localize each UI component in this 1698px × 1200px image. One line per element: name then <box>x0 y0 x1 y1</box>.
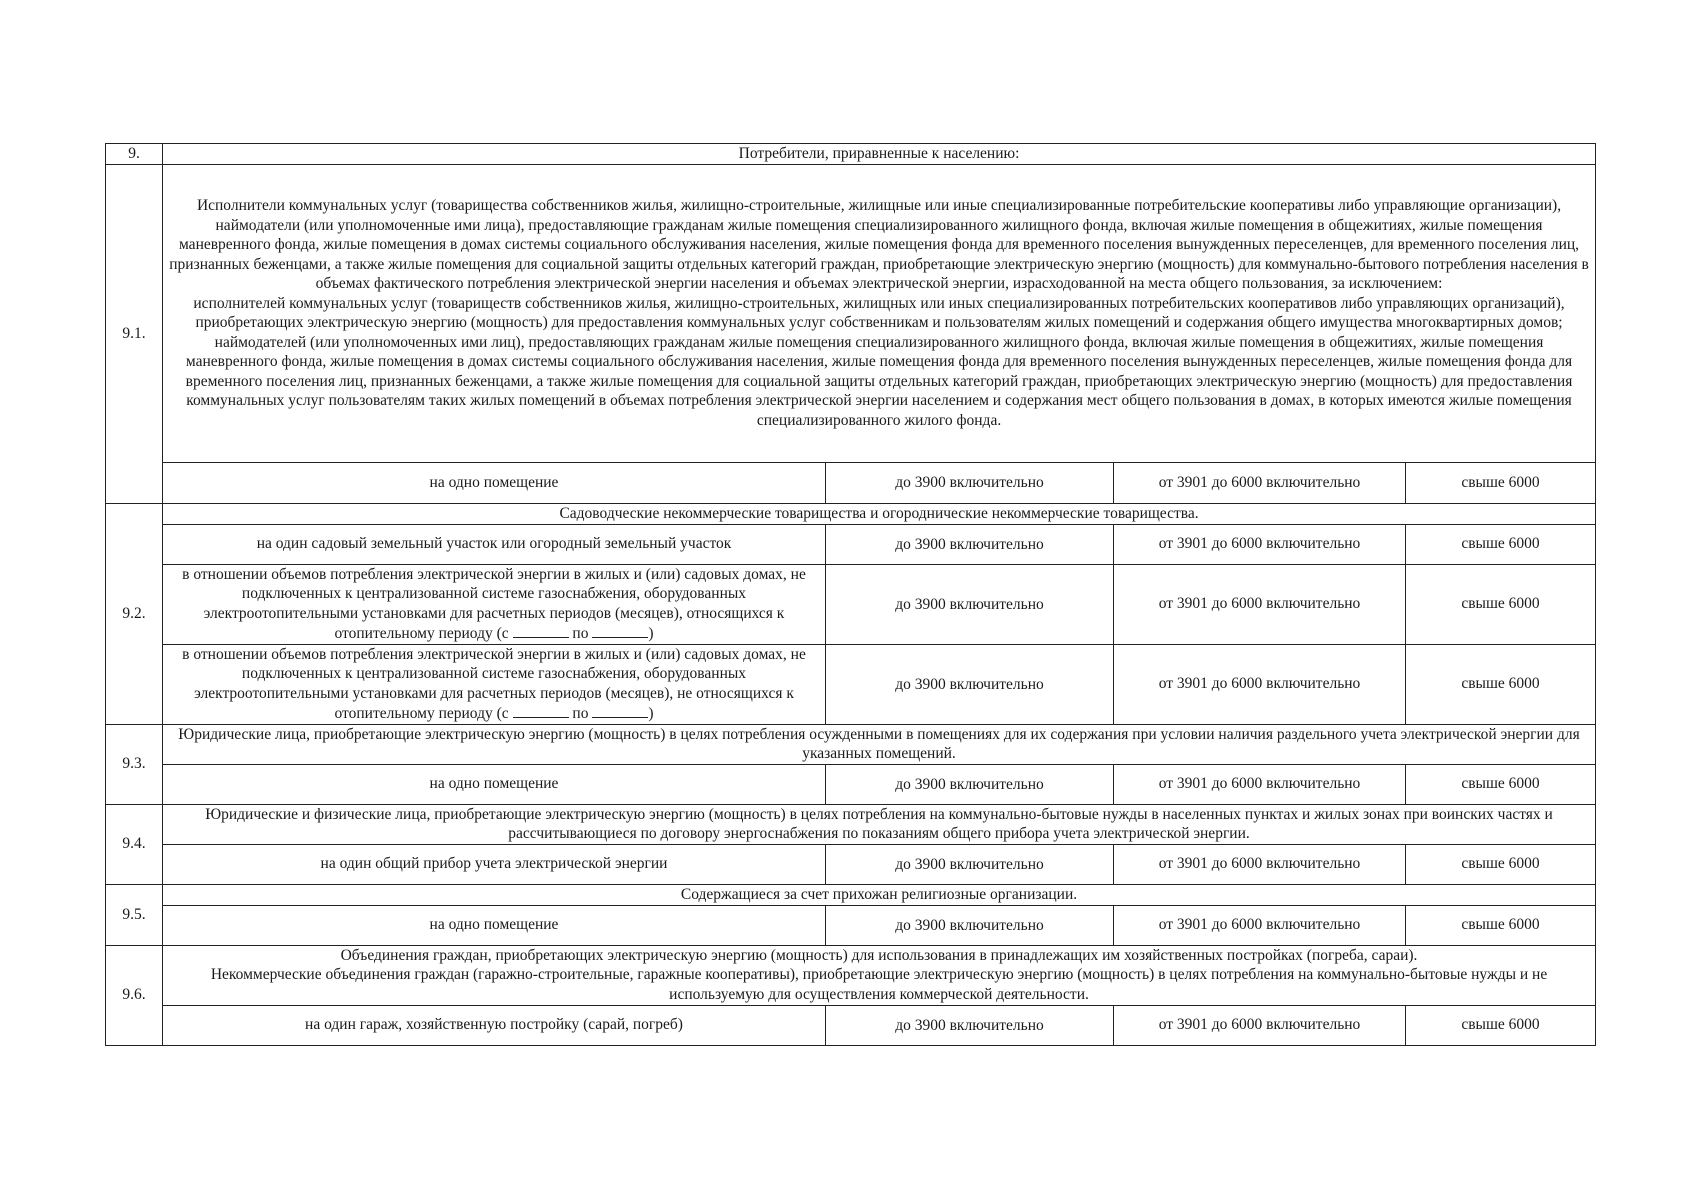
consumer-label: на один общий прибор учета электрической энергии <box>163 844 826 884</box>
consumer-label: на один гараж, хозяйственную постройку (сарай, погреб) <box>163 1005 826 1045</box>
group-description: Юридические лица, приобретающие электрическую энергию (мощность) в целях потребления осужденными в помещениях для их содержания при условии наличия раздельного учета электрической энергии для указанных помещений. <box>163 724 1596 764</box>
volume-range-low: до 3900 включительно <box>826 644 1114 724</box>
table-row <box>106 905 1596 945</box>
volume-range-high: свыше 6000 <box>1406 564 1596 644</box>
table-row <box>106 844 1596 884</box>
volume-range-high: свыше 6000 <box>1406 905 1596 945</box>
volume-range-high: свыше 6000 <box>1406 764 1596 804</box>
volume-range-high: свыше 6000 <box>1406 524 1596 564</box>
description-paragraph: Исполнители коммунальных услуг (товарищества собственников жилья, жилищно-строительные, жилищные или иные специализированные потребительские кооперативы либо управляющие организации), наймодатели (или уполномоченные ими лица), предоставляющие гражданам жилые помещения специализированного жилищного фонда, включая жилые помещения в общежитиях, жилые помещения маневренного фонда, жилые помещения в домах системы социального обслуживания населения, жилые помещения фонда для временного поселения вынужденных переселенцев, для временного поселения лиц, признанных беженцами, а также жилые помещения для социальной защиты отдельных категорий граждан, приобретающие электрическую энергию (мощность) для коммунально-бытового потребления населения в объемах фактического потребления электрической энергии населения и объемах электрической энергии, израсходованной на места общего пользования, за исключением: <box>169 197 1589 292</box>
section-header-row <box>106 144 1596 165</box>
group-description: Юридические и физические лица, приобретающие электрическую энергию (мощность) в целях потребления на коммунально-бытовые нужды в населенных пунктах и жилых зонах при воинских частях и рассчитывающиеся по договору энергоснабжения по показаниям общего прибора учета электрической энергии. <box>163 804 1596 844</box>
group-description <box>163 164 1596 462</box>
consumer-label <box>163 564 826 644</box>
description-paragraph: наймодателей (или уполномоченных ими лиц), предоставляющих гражданам жилые помещения специализированного жилищного фонда, включая жилые помещения в общежитиях, жилые помещения маневренного фонда, жилые помещения в домах системы социального обслуживания населения, жилые помещения фонда для временного поселения вынужденных переселенцев, жилые помещения фонда для временного поселения лиц, признанных беженцами, а также жилые помещения для социальной защиты отдельных категорий граждан, приобретающих электрическую энергию (мощность) для предоставления коммунальных услуг пользователям таких жилых помещений в объемах потребления электрической энергии населением и содержания мест общего пользования в домах, в которых имеются жилые помещения специализированного жилого фонда. <box>185 333 1573 429</box>
volume-range-high: свыше 6000 <box>1406 844 1596 884</box>
tariff-table <box>105 143 1596 1046</box>
volume-range-low: до 3900 включительно <box>826 844 1114 884</box>
table-row <box>106 462 1596 503</box>
consumer-label-connector: по <box>572 625 589 642</box>
group-9-2-description-row <box>106 503 1596 524</box>
consumer-label-end: ) <box>648 625 654 642</box>
volume-range-mid: от 3901 до 6000 включительно <box>1114 564 1406 644</box>
group-9-1-description-row <box>106 164 1596 462</box>
date-blank <box>592 623 648 638</box>
date-blank <box>592 703 648 718</box>
consumer-label-end: ) <box>648 705 654 722</box>
date-blank <box>513 703 569 718</box>
consumer-label: на одно помещение <box>163 764 826 804</box>
group-9-5-description-row <box>106 884 1596 905</box>
volume-range-low: до 3900 включительно <box>826 905 1114 945</box>
group-number: 9.5. <box>106 884 163 945</box>
group-description: Садоводческие некоммерческие товарищества и огороднические некоммерческие товарищества. <box>163 503 1596 524</box>
consumer-label: на один садовый земельный участок или огородный земельный участок <box>163 524 826 564</box>
table-row <box>106 564 1596 644</box>
group-9-4-description-row <box>106 804 1596 844</box>
group-description <box>163 945 1596 1005</box>
group-number: 9.2. <box>106 503 163 724</box>
volume-range-mid: от 3901 до 6000 включительно <box>1114 764 1406 804</box>
volume-range-low: до 3900 включительно <box>826 524 1114 564</box>
description-paragraph: Объединения граждан, приобретающих электрическую энергию (мощность) для использования в принадлежащих им хозяйственных постройках (погреба, сараи). <box>340 946 1418 964</box>
description-paragraph: исполнителей коммунальных услуг (товариществ собственников жилья, жилищно-строительных, жилищных или иных специализированных потребительских кооперативов либо управляющих организаций), приобретающих электрическую энергию (мощность) для предоставления коммунальных услуг собственникам и пользователям жилых помещений и содержания общего имущества многоквартирных домов; <box>193 294 1565 331</box>
volume-range-mid: от 3901 до 6000 включительно <box>1114 644 1406 724</box>
volume-range-high: свыше 6000 <box>1406 644 1596 724</box>
volume-range-low: до 3900 включительно <box>826 564 1114 644</box>
volume-range-low: до 3900 включительно <box>826 764 1114 804</box>
consumer-label-text: в отношении объемов потребления электрической энергии в жилых и (или) садовых домах, не подключенных к централизованной системе газоснабжения, оборудованных электроотопительными установками для расчетных периодов (месяцев), не относящихся к отопительному периоду (с <box>182 645 806 722</box>
group-number: 9.1. <box>106 164 163 503</box>
table-row <box>106 644 1596 724</box>
group-number: 9.6. <box>106 945 163 1045</box>
table-row <box>106 1005 1596 1045</box>
group-9-6-description-row <box>106 945 1596 1005</box>
group-number: 9.4. <box>106 804 163 884</box>
consumer-label: на одно помещение <box>163 905 826 945</box>
section-title: Потребители, приравненные к населению: <box>163 144 1596 165</box>
volume-range-mid: от 3901 до 6000 включительно <box>1114 462 1406 503</box>
group-9-3-description-row <box>106 724 1596 764</box>
volume-range-mid: от 3901 до 6000 включительно <box>1114 1005 1406 1045</box>
consumer-label: на одно помещение <box>163 462 826 503</box>
table-row <box>106 764 1596 804</box>
volume-range-low: до 3900 включительно <box>826 462 1114 503</box>
volume-range-mid: от 3901 до 6000 включительно <box>1114 524 1406 564</box>
volume-range-mid: от 3901 до 6000 включительно <box>1114 905 1406 945</box>
volume-range-high: свыше 6000 <box>1406 1005 1596 1045</box>
group-number: 9.3. <box>106 724 163 804</box>
date-blank <box>513 623 569 638</box>
volume-range-mid: от 3901 до 6000 включительно <box>1114 844 1406 884</box>
consumer-label-text: в отношении объемов потребления электрической энергии в жилых и (или) садовых домах, не подключенных к централизованной системе газоснабжения, оборудованных электроотопительными установками для расчетных периодов (месяцев), относящихся к отопительному периоду (с <box>182 565 806 642</box>
volume-range-low: до 3900 включительно <box>826 1005 1114 1045</box>
section-number: 9. <box>106 144 163 165</box>
table-row <box>106 524 1596 564</box>
description-paragraph: Некоммерческие объединения граждан (гаражно-строительные, гаражные кооперативы), приобретающие электрическую энергию (мощность) в целях потребления на коммунально-бытовые нужды и не используемую для осуществления коммерческой деятельности. <box>210 966 1548 1003</box>
consumer-label-connector: по <box>572 705 589 722</box>
group-description: Содержащиеся за счет прихожан религиозные организации. <box>163 884 1596 905</box>
consumer-label <box>163 644 826 724</box>
volume-range-high: свыше 6000 <box>1406 462 1596 503</box>
